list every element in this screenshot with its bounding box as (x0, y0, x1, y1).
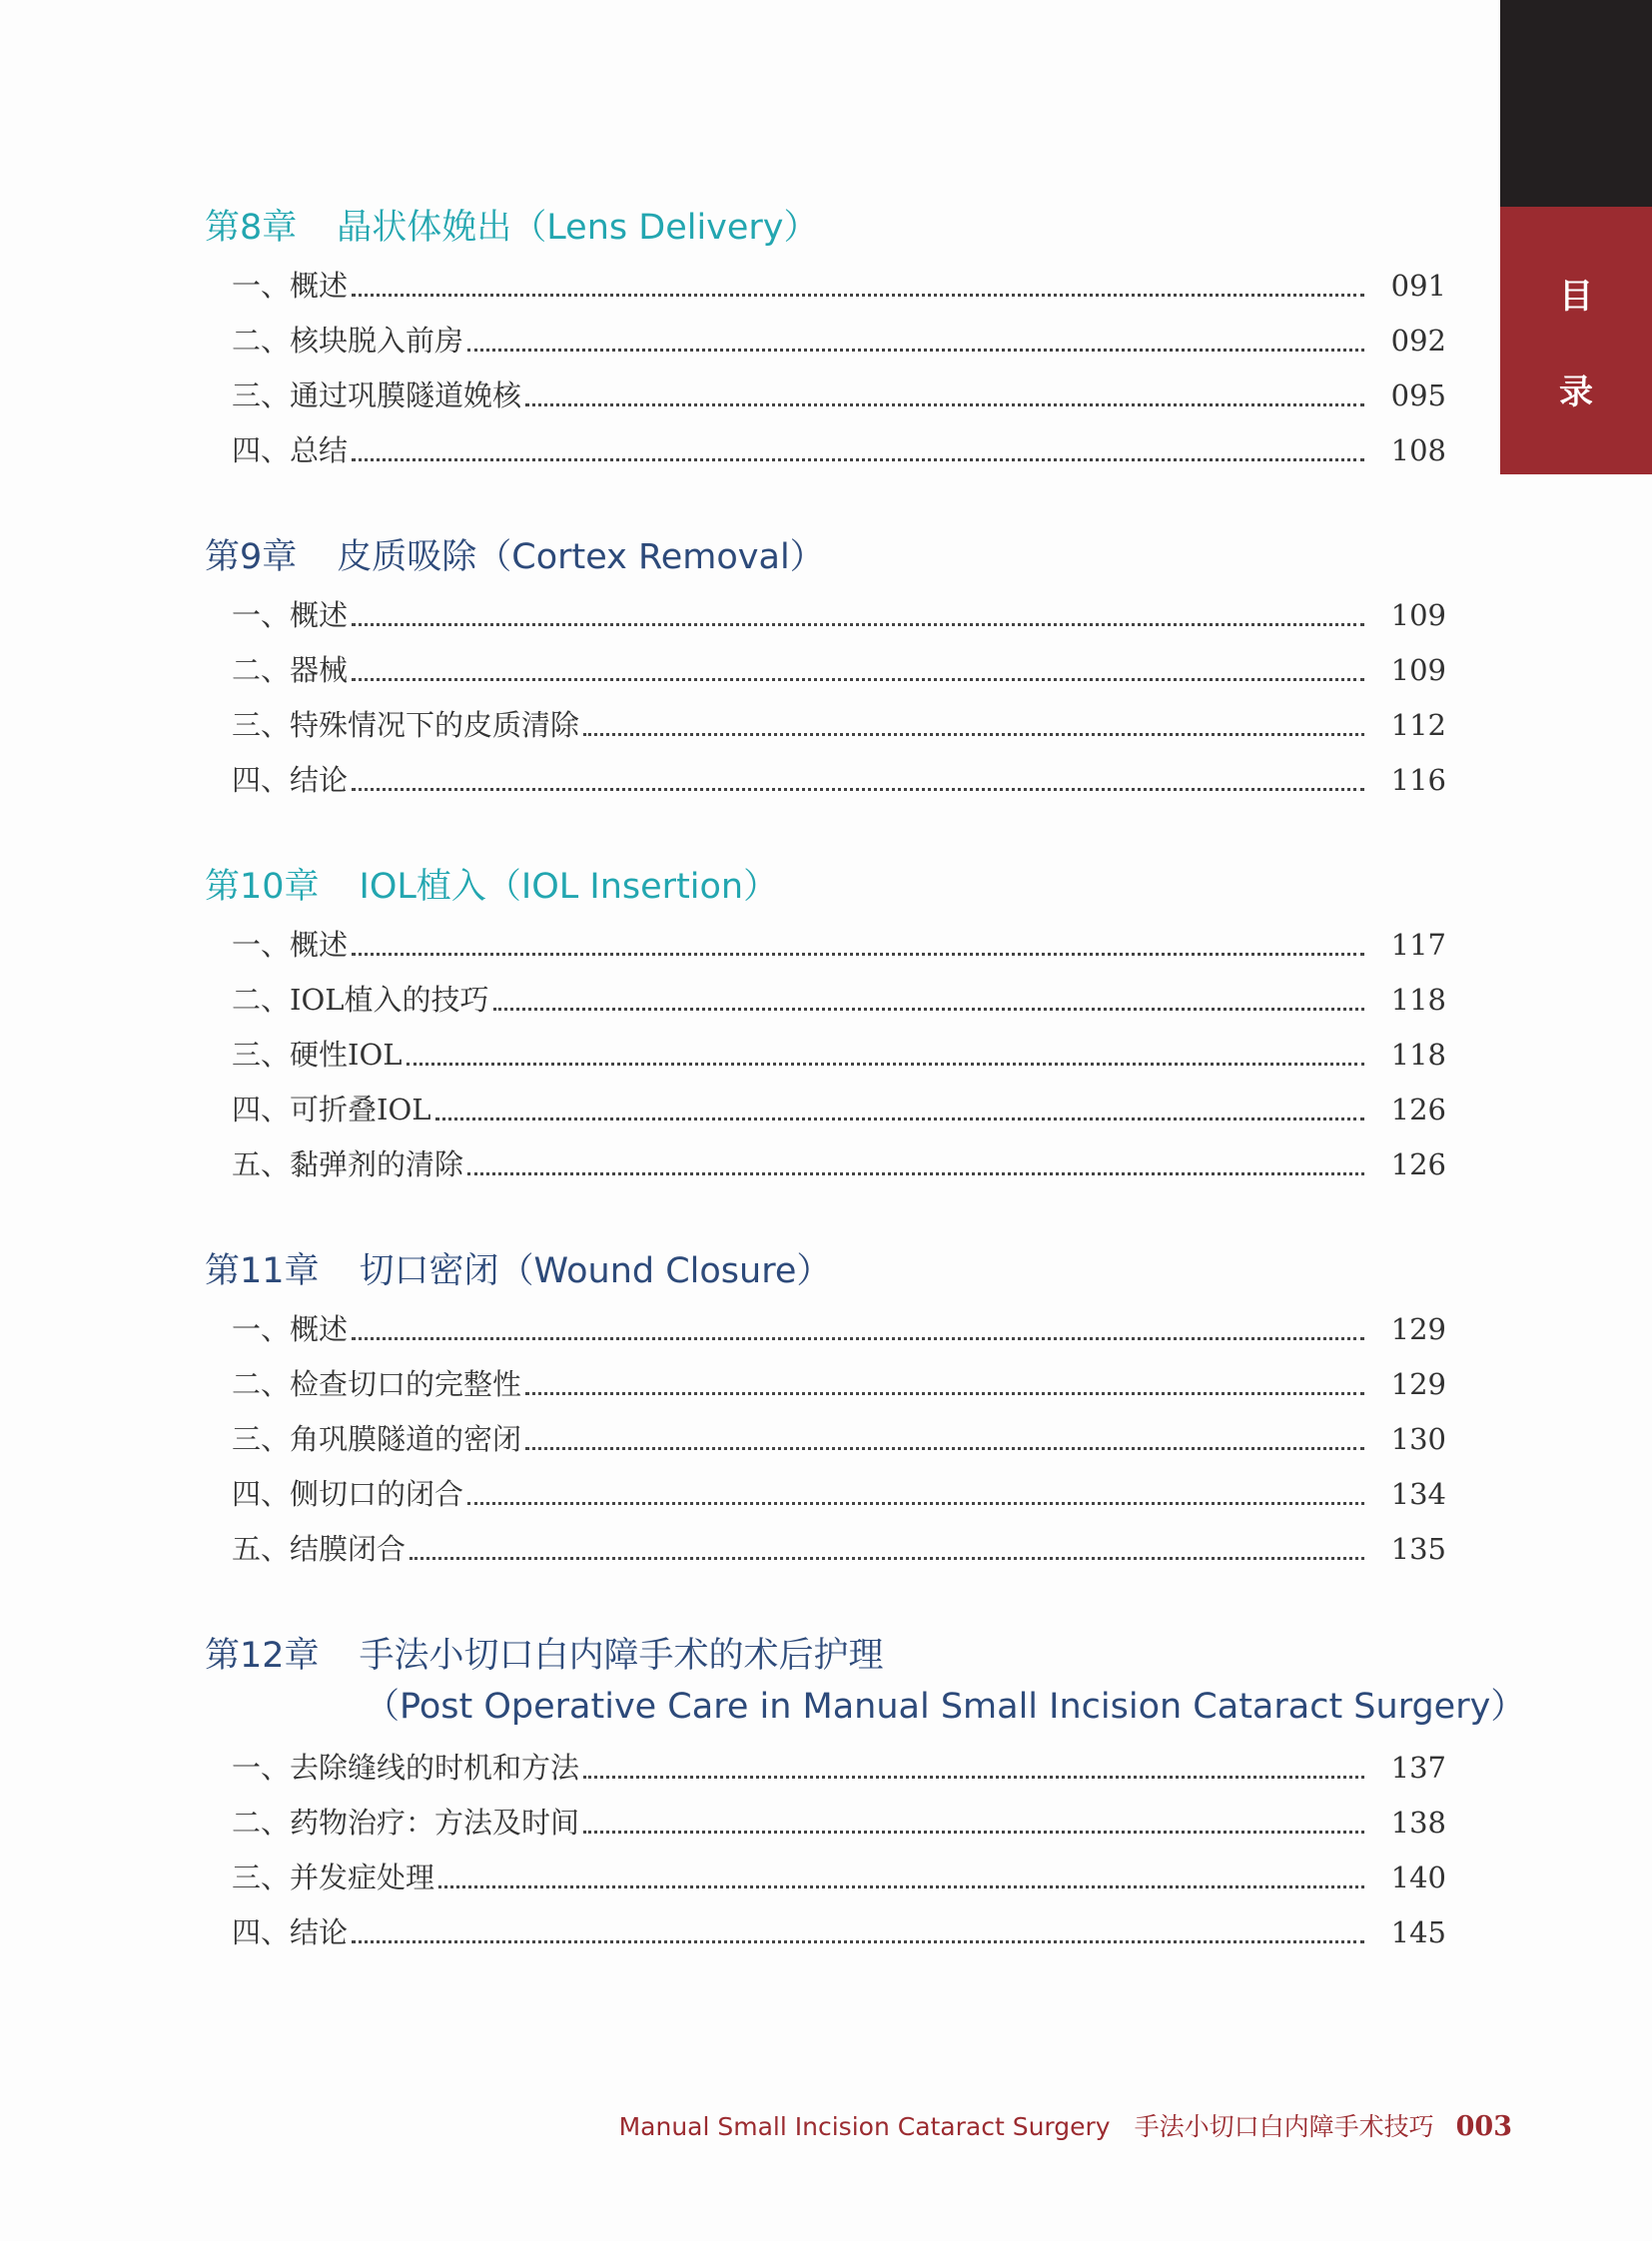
dot-leader (467, 349, 1364, 352)
chapter-number: 第10章 (205, 867, 320, 907)
toc-entry-label: 二、药物治疗：方法及时间 (232, 1806, 580, 1840)
toc-entry[interactable] (232, 423, 1446, 477)
toc-entry-label: 二、核块脱入前房 (232, 324, 464, 358)
toc-entry-page: 129 (1390, 1367, 1446, 1401)
dot-leader (435, 1118, 1365, 1120)
toc-entry-page: 137 (1390, 1751, 1446, 1785)
chapter-heading (205, 1626, 884, 1686)
chapter-heading (205, 1241, 831, 1301)
toc-entry-page: 112 (1390, 708, 1446, 742)
toc-entry-label: 五、黏弹剂的清除 (232, 1147, 464, 1181)
dot-leader (352, 953, 1364, 956)
dot-leader (525, 403, 1364, 406)
toc-entry-label: 三、通过巩膜隧道娩核 (232, 378, 522, 412)
toc-entry-page: 095 (1390, 378, 1446, 412)
toc-entry-page: 091 (1390, 269, 1446, 303)
toc-entry-label: 一、去除缝线的时机和方法 (232, 1751, 580, 1785)
toc-entry[interactable] (232, 1796, 1446, 1850)
chapter-heading (205, 527, 825, 587)
toc-entry-page: 129 (1390, 1312, 1446, 1346)
toc-entry[interactable] (232, 918, 1446, 972)
toc-entry-page: 117 (1390, 928, 1446, 962)
dot-leader (352, 1337, 1364, 1340)
toc-entry[interactable] (232, 1741, 1446, 1795)
toc-entry-page: 118 (1390, 983, 1446, 1017)
chapter-heading (205, 857, 778, 917)
toc-entry[interactable] (232, 698, 1446, 752)
side-tab-contents (1500, 207, 1652, 474)
toc-entry[interactable] (232, 753, 1446, 807)
toc-entry[interactable] (232, 1905, 1446, 1959)
toc-entry[interactable] (232, 1302, 1446, 1356)
page-footer (0, 2107, 1512, 2143)
toc-entry-label: 一、概述 (232, 928, 349, 962)
toc-entry-label: 四、总结 (232, 433, 349, 467)
dot-leader (583, 1831, 1364, 1834)
chapter-heading (205, 198, 819, 258)
toc-entry[interactable] (232, 369, 1446, 422)
dot-leader (438, 1885, 1364, 1888)
dot-leader (583, 733, 1364, 736)
dot-leader (352, 1940, 1364, 1943)
toc-entry[interactable] (232, 1467, 1446, 1521)
footer-page-number: 003 (1455, 2111, 1512, 2142)
toc-entry-label: 四、结论 (232, 763, 349, 797)
dot-leader (352, 458, 1364, 461)
toc-entry[interactable] (232, 1851, 1446, 1904)
toc-entry-page: 108 (1390, 433, 1446, 467)
toc-entry-page: 145 (1390, 1915, 1446, 1949)
toc-entry-label: 三、并发症处理 (232, 1861, 435, 1894)
toc-entry-page: 109 (1390, 653, 1446, 687)
toc-entry-page: 140 (1390, 1861, 1446, 1894)
dot-leader (352, 623, 1364, 626)
toc-entry-label: 五、结膜闭合 (232, 1532, 407, 1566)
dot-leader (583, 1776, 1364, 1779)
toc-entry-label: 一、概述 (232, 598, 349, 632)
chapter-number: 第11章 (205, 1251, 320, 1291)
dot-leader (467, 1502, 1364, 1505)
chapter-number: 第9章 (205, 537, 298, 577)
toc-entry-label: 四、可折叠IOL (232, 1093, 431, 1126)
chapter-number: 第8章 (205, 208, 298, 248)
chapter-title: IOL植入（IOL Insertion） (359, 867, 779, 907)
toc-entry-page: 134 (1390, 1477, 1446, 1511)
toc-entry-label: 一、概述 (232, 1312, 349, 1346)
chapter-title: 皮质吸除（Cortex Removal） (337, 537, 825, 577)
toc-entry-page: 138 (1390, 1806, 1446, 1840)
side-tab-char-2: 录 (1559, 373, 1593, 412)
toc-entry[interactable] (232, 973, 1446, 1027)
toc-entry[interactable] (232, 1357, 1446, 1411)
toc-entry[interactable] (232, 588, 1446, 642)
toc-entry-label: 二、器械 (232, 653, 349, 687)
toc-entry-page: 109 (1390, 598, 1446, 632)
toc-entry-label: 三、特殊情况下的皮质清除 (232, 708, 580, 742)
toc-entry-label: 一、概述 (232, 269, 349, 303)
toc-entry-label: 二、检查切口的完整性 (232, 1367, 522, 1401)
toc-entry[interactable] (232, 1412, 1446, 1466)
chapter-number: 第12章 (205, 1636, 320, 1676)
toc-entry-page: 135 (1390, 1532, 1446, 1566)
chapter-title: 切口密闭（Wound Closure） (359, 1251, 832, 1291)
dot-leader (410, 1557, 1364, 1560)
toc-entry-label: 四、侧切口的闭合 (232, 1477, 464, 1511)
footer-book-title-en: Manual Small Incision Cataract Surgery (618, 2112, 1111, 2141)
dot-leader (525, 1447, 1364, 1450)
footer-book-title-zh: 手法小切口白内障手术技巧 (1134, 2112, 1434, 2141)
toc-entry-page: 126 (1390, 1093, 1446, 1126)
dot-leader (493, 1008, 1365, 1011)
dot-leader (467, 1172, 1364, 1175)
dot-leader (352, 788, 1364, 791)
toc-entry[interactable] (232, 1028, 1446, 1082)
toc-entry-page: 130 (1390, 1422, 1446, 1456)
chapter-title: 手法小切口白内障手术的术后护理 (359, 1636, 884, 1676)
dot-leader (352, 678, 1364, 681)
toc-entry[interactable] (232, 314, 1446, 368)
dot-leader (352, 294, 1364, 297)
side-tab-black-block (1500, 0, 1652, 207)
toc-entry-label: 四、结论 (232, 1915, 349, 1949)
toc-entry-page: 126 (1390, 1147, 1446, 1181)
toc-entry-page: 118 (1390, 1038, 1446, 1072)
toc-entry[interactable] (232, 259, 1446, 313)
toc-entry[interactable] (232, 1083, 1446, 1136)
dot-leader (407, 1063, 1365, 1066)
toc-entry-label: 三、硬性IOL (232, 1038, 403, 1072)
dot-leader (525, 1392, 1364, 1395)
toc-entry[interactable] (232, 1522, 1446, 1576)
toc-entry-label: 三、角巩膜隧道的密闭 (232, 1422, 522, 1456)
toc-entry[interactable] (232, 643, 1446, 697)
chapter-subtitle: （Post Operative Care in Manual Small Incision Cataract Surgery） (365, 1687, 1526, 1727)
chapter-title: 晶状体娩出（Lens Delivery） (337, 208, 819, 248)
toc-entry-page: 116 (1390, 763, 1446, 797)
toc-entry-page: 092 (1390, 324, 1446, 358)
side-tab-char-1: 目 (1559, 277, 1593, 317)
toc-entry-label: 二、IOL植入的技巧 (232, 983, 489, 1017)
toc-entry[interactable] (232, 1137, 1446, 1191)
